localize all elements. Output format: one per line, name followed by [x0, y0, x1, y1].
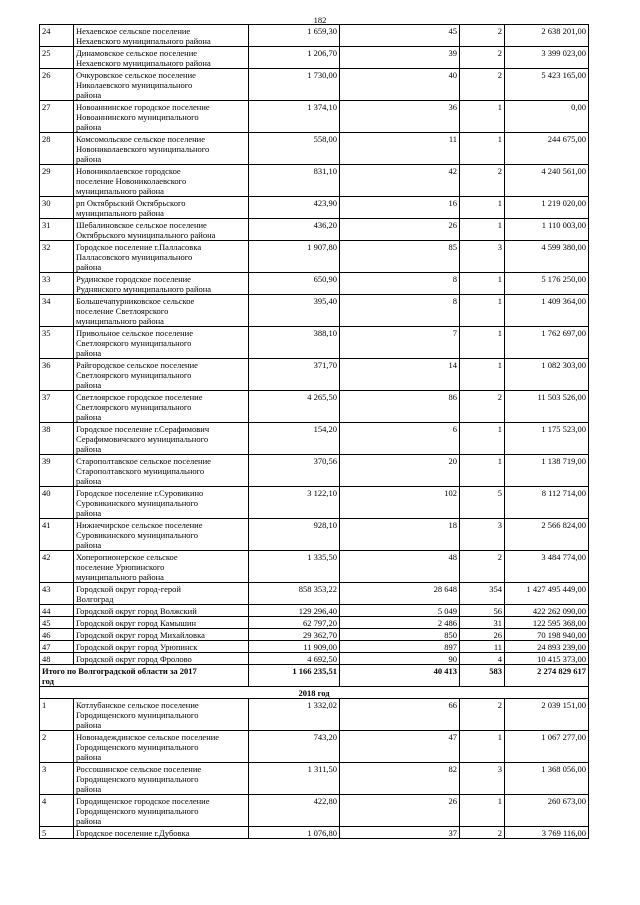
area-value: 11 909,00 — [249, 641, 340, 653]
residents-value: 5 049 — [340, 605, 460, 617]
residents-value: 2 486 — [340, 617, 460, 629]
table-row — [40, 25, 589, 47]
houses-value: 2 — [460, 827, 505, 839]
table-row — [40, 69, 589, 101]
cost-value: 2 566 824,00 — [505, 519, 589, 551]
houses-value: 2 — [460, 47, 505, 69]
page-number: 182 — [313, 15, 327, 25]
area-value: 371,70 — [249, 359, 340, 391]
table-row — [40, 197, 589, 219]
area-value: 928,10 — [249, 519, 340, 551]
residents-value: 14 — [340, 359, 460, 391]
settlement-name: Котлубанское сельское поселение Городищенского муниципального района — [74, 699, 249, 731]
area-value: 436,20 — [249, 219, 340, 241]
cost-value: 1 368 056,00 — [505, 763, 589, 795]
area-value: 858 353,22 — [249, 583, 340, 605]
table-row — [40, 273, 589, 295]
area-value: 422,80 — [249, 795, 340, 827]
houses-value: 1 — [460, 295, 505, 327]
row-number: 5 — [40, 827, 74, 839]
area-value: 4 692,50 — [249, 653, 340, 665]
cost-value: 5 423 165,00 — [505, 69, 589, 101]
residents-value: 36 — [340, 101, 460, 133]
cost-value: 244 675,00 — [505, 133, 589, 165]
area-value: 650,90 — [249, 273, 340, 295]
settlement-name: рп Октябрьский Октябрьского муниципального района — [74, 197, 249, 219]
table-row — [40, 519, 589, 551]
row-number: 1 — [40, 699, 74, 731]
table-row — [40, 605, 589, 617]
area-value: 1 659,30 — [249, 25, 340, 47]
total-cost: 2 274 829 617 — [505, 665, 589, 687]
row-number: 3 — [40, 763, 74, 795]
cost-value: 1 082 303,00 — [505, 359, 589, 391]
settlement-name: Нехаевское сельское поселение Нехаевского муниципального района — [74, 25, 249, 47]
settlement-name: Городской округ город Михайловка — [74, 629, 249, 641]
houses-value: 1 — [460, 219, 505, 241]
houses-value: 2 — [460, 391, 505, 423]
cost-value: 0,00 — [505, 101, 589, 133]
residents-value: 86 — [340, 391, 460, 423]
row-number: 38 — [40, 423, 74, 455]
cost-value: 2 039 151,00 — [505, 699, 589, 731]
area-value: 29 362,70 — [249, 629, 340, 641]
residents-value: 39 — [340, 47, 460, 69]
table-row — [40, 47, 589, 69]
settlement-name: Городское поселение г.Дубовка — [74, 827, 249, 839]
residents-value: 8 — [340, 295, 460, 327]
residents-value: 897 — [340, 641, 460, 653]
settlement-name: Привольное сельское поселение Светлоярского муниципального района — [74, 327, 249, 359]
settlements-table — [39, 24, 589, 839]
row-number: 33 — [40, 273, 74, 295]
row-number: 41 — [40, 519, 74, 551]
houses-value: 1 — [460, 731, 505, 763]
table-row — [40, 583, 589, 605]
houses-value: 1 — [460, 101, 505, 133]
residents-value: 85 — [340, 241, 460, 273]
residents-value: 66 — [340, 699, 460, 731]
houses-value: 1 — [460, 327, 505, 359]
settlement-name: Новонадеждинское сельское поселение Городищенского муниципального района — [74, 731, 249, 763]
settlement-name: Городское поселение г.Суровикино Суровикинского муниципального района — [74, 487, 249, 519]
houses-value: 26 — [460, 629, 505, 641]
row-number: 43 — [40, 583, 74, 605]
row-number: 31 — [40, 219, 74, 241]
area-value: 154,20 — [249, 423, 340, 455]
houses-value: 1 — [460, 795, 505, 827]
area-value: 1 332,02 — [249, 699, 340, 731]
table-row — [40, 641, 589, 653]
row-number: 46 — [40, 629, 74, 641]
row-number: 35 — [40, 327, 74, 359]
row-number: 44 — [40, 605, 74, 617]
row-number: 39 — [40, 455, 74, 487]
settlement-name: Шебалиновское сельское поселение Октябрьского муниципального района — [74, 219, 249, 241]
residents-value: 16 — [340, 197, 460, 219]
cost-value: 3 769 116,00 — [505, 827, 589, 839]
settlement-name: Городской округ город Урюпинск — [74, 641, 249, 653]
year-section-row — [40, 687, 589, 699]
residents-value: 20 — [340, 455, 460, 487]
houses-value: 4 — [460, 653, 505, 665]
cost-value: 5 176 250,00 — [505, 273, 589, 295]
table-row — [40, 487, 589, 519]
settlement-name: Россошинское сельское поселение Городищенского муниципального района — [74, 763, 249, 795]
cost-value: 1 427 495 449,00 — [505, 583, 589, 605]
table-row — [40, 699, 589, 731]
cost-value: 10 415 373,00 — [505, 653, 589, 665]
table-row — [40, 359, 589, 391]
residents-value: 45 — [340, 25, 460, 47]
settlement-name: Новоаннинское городское поселение Новоаннинского муниципального района — [74, 101, 249, 133]
residents-value: 26 — [340, 795, 460, 827]
residents-value: 40 — [340, 69, 460, 101]
row-number: 47 — [40, 641, 74, 653]
table-row — [40, 731, 589, 763]
cost-value: 3 399 023,00 — [505, 47, 589, 69]
residents-value: 48 — [340, 551, 460, 583]
residents-value: 26 — [340, 219, 460, 241]
table-row — [40, 327, 589, 359]
row-number: 34 — [40, 295, 74, 327]
cost-value: 1 219 020,00 — [505, 197, 589, 219]
area-value: 388,10 — [249, 327, 340, 359]
settlement-name: Рудинское городское поселение Руднянского муниципального района — [74, 273, 249, 295]
total-area: 1 166 235,51 — [249, 665, 340, 687]
area-value: 1 076,80 — [249, 827, 340, 839]
total-row-2017 — [40, 665, 589, 687]
table-row — [40, 241, 589, 273]
area-value: 3 122,10 — [249, 487, 340, 519]
cost-value: 4 599 380,00 — [505, 241, 589, 273]
settlement-name: Большечапурниковское сельское поселение Светлоярского муниципального района — [74, 295, 249, 327]
houses-value: 354 — [460, 583, 505, 605]
settlement-name: Старополтавское сельское поселение Старополтавского муниципального района — [74, 455, 249, 487]
settlement-name: Комсомольское сельское поселение Новониколаевского муниципального района — [74, 133, 249, 165]
row-number: 36 — [40, 359, 74, 391]
table-row — [40, 763, 589, 795]
area-value: 370,56 — [249, 455, 340, 487]
residents-value: 7 — [340, 327, 460, 359]
residents-value: 102 — [340, 487, 460, 519]
settlement-name: Городской округ город Камышин — [74, 617, 249, 629]
cost-value: 122 595 368,00 — [505, 617, 589, 629]
cost-value: 3 484 774,00 — [505, 551, 589, 583]
houses-value: 31 — [460, 617, 505, 629]
area-value: 1 730,00 — [249, 69, 340, 101]
houses-value: 2 — [460, 165, 505, 197]
houses-value: 2 — [460, 69, 505, 101]
cost-value: 2 638 201,00 — [505, 25, 589, 47]
cost-value: 1 409 364,00 — [505, 295, 589, 327]
table-row — [40, 653, 589, 665]
cost-value: 70 198 940,00 — [505, 629, 589, 641]
residents-value: 90 — [340, 653, 460, 665]
residents-value: 11 — [340, 133, 460, 165]
settlement-name: Хоперопионерское сельское поселение Урюпинского муниципального района — [74, 551, 249, 583]
table-row — [40, 795, 589, 827]
cost-value: 4 240 561,00 — [505, 165, 589, 197]
table-row — [40, 423, 589, 455]
cost-value: 1 067 277,00 — [505, 731, 589, 763]
row-number: 32 — [40, 241, 74, 273]
area-value: 1 374,10 — [249, 101, 340, 133]
area-value: 831,10 — [249, 165, 340, 197]
houses-value: 1 — [460, 423, 505, 455]
table-row — [40, 827, 589, 839]
settlement-name: Райгородское сельское поселение Светлоярского муниципального района — [74, 359, 249, 391]
residents-value: 28 648 — [340, 583, 460, 605]
houses-value: 2 — [460, 551, 505, 583]
houses-value: 2 — [460, 699, 505, 731]
row-number: 42 — [40, 551, 74, 583]
residents-value: 850 — [340, 629, 460, 641]
residents-value: 47 — [340, 731, 460, 763]
residents-value: 6 — [340, 423, 460, 455]
area-value: 743,20 — [249, 731, 340, 763]
settlement-name: Городищенское городское поселение Городищенского муниципального района — [74, 795, 249, 827]
cost-value: 422 262 090,00 — [505, 605, 589, 617]
settlement-name: Городское поселение г.Серафимович Серафимовичского муниципального района — [74, 423, 249, 455]
settlement-name: Нижнечирское сельское поселение Суровикинского муниципального района — [74, 519, 249, 551]
houses-value: 56 — [460, 605, 505, 617]
houses-value: 3 — [460, 763, 505, 795]
area-value: 129 296,40 — [249, 605, 340, 617]
area-value: 395,40 — [249, 295, 340, 327]
cost-value: 11 503 526,00 — [505, 391, 589, 423]
table-row — [40, 551, 589, 583]
residents-value: 42 — [340, 165, 460, 197]
houses-value: 3 — [460, 519, 505, 551]
row-number: 29 — [40, 165, 74, 197]
houses-value: 1 — [460, 455, 505, 487]
row-number: 4 — [40, 795, 74, 827]
row-number: 2 — [40, 731, 74, 763]
row-number: 45 — [40, 617, 74, 629]
cost-value: 1 138 719,00 — [505, 455, 589, 487]
area-value: 1 907,80 — [249, 241, 340, 273]
settlement-name: Городской округ город Фролово — [74, 653, 249, 665]
settlement-name: Динамовское сельское поселение Нехаевского муниципального района — [74, 47, 249, 69]
row-number: 37 — [40, 391, 74, 423]
area-value: 62 797,20 — [249, 617, 340, 629]
settlement-name: Очкуровское сельское поселение Николаевского муниципального района — [74, 69, 249, 101]
cost-value: 24 893 239,00 — [505, 641, 589, 653]
cost-value: 1 762 697,00 — [505, 327, 589, 359]
table-row — [40, 455, 589, 487]
total-residents: 40 413 — [340, 665, 460, 687]
row-number: 28 — [40, 133, 74, 165]
settlement-name: Городское поселение г.Палласовка Палласовского муниципального района — [74, 241, 249, 273]
houses-value: 1 — [460, 133, 505, 165]
houses-value: 3 — [460, 241, 505, 273]
row-number: 27 — [40, 101, 74, 133]
table-row — [40, 219, 589, 241]
cost-value: 1 175 523,00 — [505, 423, 589, 455]
settlement-name: Городской округ город-герой Волгоград — [74, 583, 249, 605]
row-number: 26 — [40, 69, 74, 101]
settlement-name: Новониколаевское городское поселение Новониколаевского муниципального района — [74, 165, 249, 197]
table-row — [40, 617, 589, 629]
cost-value: 1 110 003,00 — [505, 219, 589, 241]
area-value: 1 335,50 — [249, 551, 340, 583]
area-value: 1 311,50 — [249, 763, 340, 795]
settlement-name: Светлоярское городское поселение Светлоярского муниципального района — [74, 391, 249, 423]
residents-value: 8 — [340, 273, 460, 295]
year-section-heading: 2018 год — [40, 687, 589, 699]
row-number: 24 — [40, 25, 74, 47]
table-row — [40, 295, 589, 327]
residents-value: 37 — [340, 827, 460, 839]
total-label: Итого по Волгоградской области за 2017 год — [40, 665, 249, 687]
table-row — [40, 391, 589, 423]
table-row — [40, 629, 589, 641]
houses-value: 5 — [460, 487, 505, 519]
area-value: 1 206,70 — [249, 47, 340, 69]
total-houses: 583 — [460, 665, 505, 687]
cost-value: 8 112 714,00 — [505, 487, 589, 519]
table-row — [40, 101, 589, 133]
area-value: 558,00 — [249, 133, 340, 165]
houses-value: 1 — [460, 197, 505, 219]
houses-value: 1 — [460, 273, 505, 295]
area-value: 423,90 — [249, 197, 340, 219]
houses-value: 11 — [460, 641, 505, 653]
row-number: 40 — [40, 487, 74, 519]
table-row — [40, 165, 589, 197]
residents-value: 18 — [340, 519, 460, 551]
settlement-name: Городской округ город Волжский — [74, 605, 249, 617]
table-row — [40, 133, 589, 165]
row-number: 25 — [40, 47, 74, 69]
cost-value: 260 673,00 — [505, 795, 589, 827]
houses-value: 1 — [460, 359, 505, 391]
houses-value: 2 — [460, 25, 505, 47]
area-value: 4 265,50 — [249, 391, 340, 423]
residents-value: 82 — [340, 763, 460, 795]
row-number: 48 — [40, 653, 74, 665]
row-number: 30 — [40, 197, 74, 219]
